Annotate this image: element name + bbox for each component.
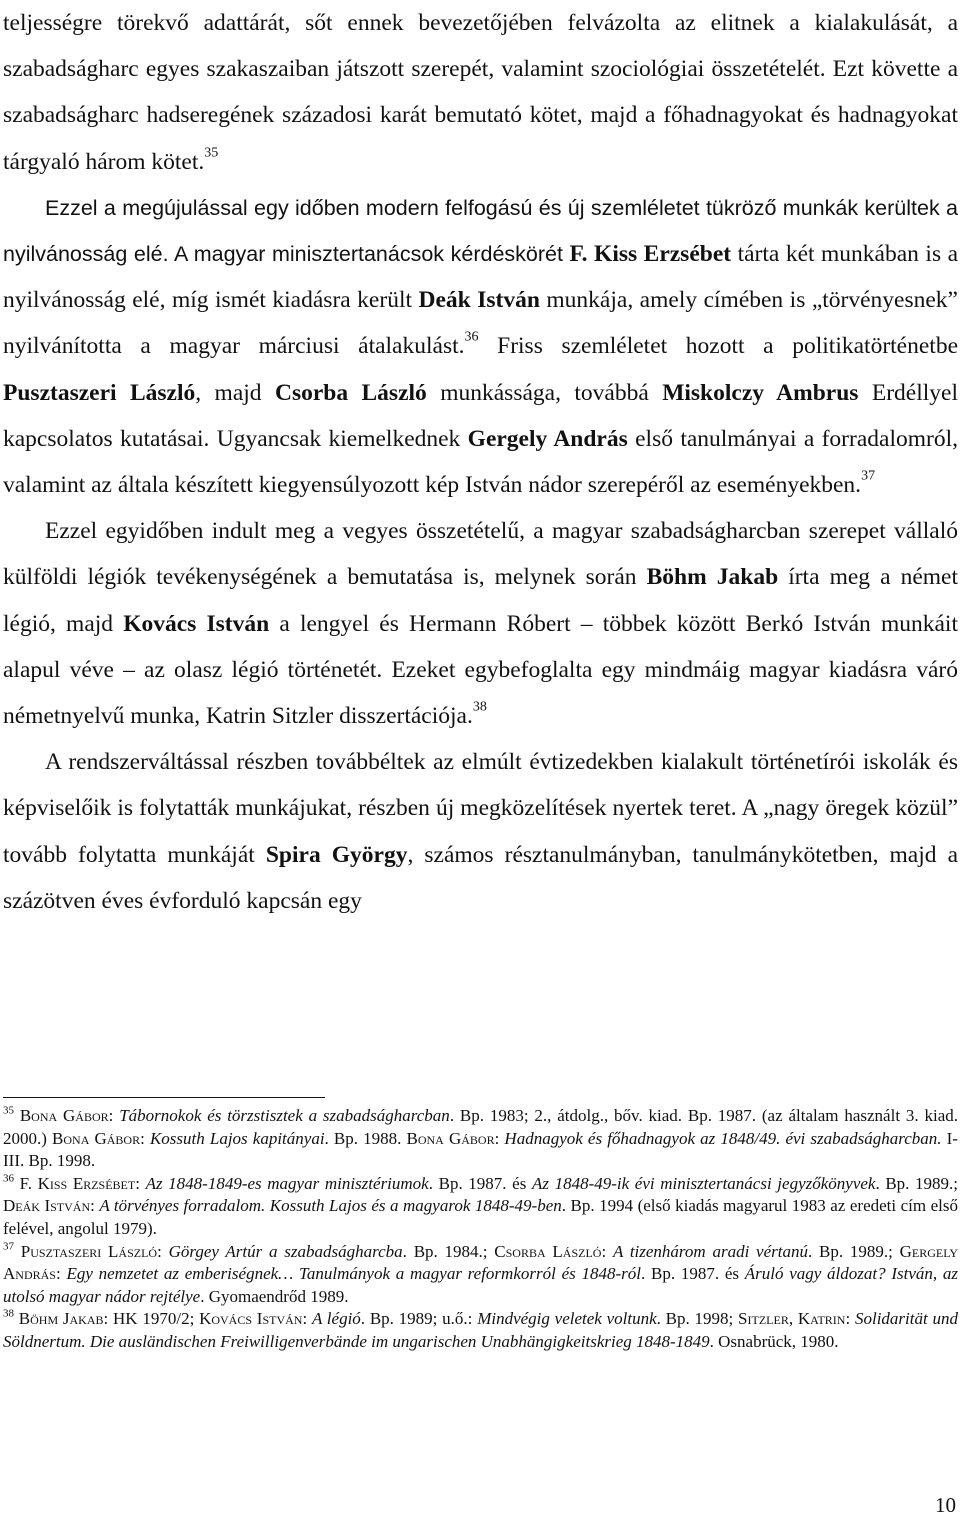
italic-title: Görgey Artúr a szabadságharcba bbox=[168, 1241, 403, 1261]
paragraph-2 bbox=[3, 185, 958, 508]
bold-name: Pusztaszeri László bbox=[3, 379, 196, 406]
bold-name: Böhm Jakab bbox=[646, 564, 779, 591]
text-run: : bbox=[302, 1309, 312, 1329]
italic-title: Solidarität und Söldnertum. Die ausländischen Freiwilligenverbände im ungarischen Unabhängigkeitskrieg 1848-1849 bbox=[3, 1309, 958, 1351]
bold-name: Kovács István bbox=[123, 610, 270, 637]
italic-title: Tábornokok és törzstisztek a szabadságharcban bbox=[119, 1106, 450, 1125]
author-name: Gergely András bbox=[3, 1241, 959, 1284]
italic-title: Hadnagyok és főhadnagyok az 1848/49. évi szabadságharcban. bbox=[504, 1128, 942, 1148]
bold-name: F. Kiss Erzsébet bbox=[569, 241, 732, 268]
text-run: : bbox=[157, 1241, 169, 1261]
text-run: I-III. Bp. 1998. bbox=[3, 1128, 958, 1171]
text-run: : bbox=[845, 1309, 855, 1329]
author-name: Bona Gábor bbox=[52, 1128, 141, 1148]
italic-title: Mindvégig veletek voltunk bbox=[477, 1309, 657, 1329]
body-text bbox=[3, 0, 958, 924]
bold-name: Csorba László bbox=[274, 379, 427, 406]
text-run: . Bp. 1983; 2., átdolg., bőv. kiad. Bp. 1987. (az általam használt 3. kiad. 2000.) bbox=[3, 1106, 958, 1148]
text-run: : bbox=[135, 1173, 146, 1193]
italic-title: A törvényes forradalom. Kossuth Lajos és a magyarok 1848-49-ben bbox=[99, 1196, 562, 1216]
author-name: Pusztaszeri László bbox=[20, 1241, 158, 1261]
footnote-36 bbox=[3, 1173, 958, 1241]
bold-name: Deák István bbox=[418, 287, 540, 314]
text-run: teljességre törekvő adattárát, sőt ennek bevezetőjében felvázolta az elitnek a kialakulását, a szabadságharc egyes szakaszaiban játszott szerepét, valamint szociológiai összetételét. Ezt követte a szabadságharc hadseregének századosi karát bemutató kötet, majd a főhadnagyokat és hadnagyokat tárgyaló három kötet. bbox=[3, 10, 958, 175]
text-run: : bbox=[90, 1196, 100, 1216]
bold-name: Gergely András bbox=[467, 425, 628, 452]
author-name: Deák István bbox=[3, 1196, 91, 1216]
text-run: . Bp. 1998; bbox=[656, 1309, 739, 1329]
text-run: . Bp. 1994 (első kiadás magyarul 1983 az eredeti cím első felével, angolul 1979). bbox=[3, 1196, 958, 1238]
text-run: . Gyomaendrőd 1989. bbox=[200, 1286, 349, 1306]
italic-title: Áruló vagy áldozat? István, az utolsó magyar nádor rejtélye bbox=[3, 1264, 959, 1306]
author-name: F. Kiss Erzsébet bbox=[19, 1173, 136, 1193]
text-run: . Bp. 1989.; bbox=[808, 1241, 900, 1261]
paragraph-3 bbox=[3, 508, 958, 739]
text-run: első tanulmányai a forradalomról, valamint az általa készített kiegyensúlyozott kép István nádor szerepéről az eseményekben. bbox=[3, 425, 958, 499]
text-run: , majd bbox=[195, 379, 275, 406]
author-name: Sitzler, Katrin bbox=[738, 1309, 846, 1329]
sans-run: Ezzel a megújulással egy időben modern felfogású és új szemléletet tükröző munkák kerültek a nyilvánosság elé. A magyar minisztertanácsok kérdéskörét bbox=[3, 195, 958, 267]
italic-title: Az 1848-49-ik évi minisztertanácsi jegyzőkönyvek bbox=[531, 1173, 876, 1193]
text-run: a lengyel és Hermann Róbert – többek között Berkó István munkáit alapul véve – az olasz légió történetét. Ezeket egybefoglalta egy mindmáig magyar kiadásra váró németnyelvű munka, Katrin Sitzler disszertációja. bbox=[3, 610, 958, 730]
text-run: Friss szemléletet hozott a politikatörténetbe bbox=[478, 333, 958, 360]
footnote-ref: 38 bbox=[3, 1307, 14, 1320]
author-name: Böhm Jakab bbox=[18, 1309, 104, 1329]
italic-title: Egy nemzetet az emberiségnek… Tanulmányok a magyar reformkorról és 1848-ról bbox=[66, 1264, 641, 1284]
text-run: . Bp. 1987. és bbox=[640, 1264, 745, 1284]
footnote-separator bbox=[3, 1097, 325, 1098]
text-run: . Bp. 1988. bbox=[324, 1128, 407, 1148]
text-run: : bbox=[140, 1128, 150, 1148]
paragraph-1 bbox=[3, 0, 958, 185]
text-run: : bbox=[108, 1106, 120, 1125]
author-name: Csorba László bbox=[494, 1241, 602, 1261]
italic-title: A légió bbox=[311, 1309, 361, 1329]
text-run: . Bp. 1987. és bbox=[428, 1173, 532, 1193]
text-run: írta meg a német légió, majd bbox=[3, 564, 958, 637]
text-run: munkássága, továbbá bbox=[426, 379, 663, 406]
footnote-35 bbox=[3, 1105, 958, 1173]
italic-title: Kossuth Lajos kapitányai bbox=[149, 1128, 325, 1148]
footnote-38 bbox=[3, 1308, 958, 1353]
footnote-ref: 36 bbox=[464, 329, 479, 345]
footnote-ref: 37 bbox=[861, 468, 876, 484]
text-run: . Osnabrück, 1980. bbox=[709, 1331, 839, 1351]
bold-name: Spira György bbox=[265, 841, 408, 868]
text-run: : bbox=[55, 1264, 67, 1284]
text-run: : bbox=[601, 1241, 613, 1261]
footnotes bbox=[3, 1105, 958, 1354]
italic-title: A tizenhárom aradi vértanú bbox=[612, 1241, 808, 1261]
paragraph-4 bbox=[3, 739, 958, 924]
text-run: : bbox=[494, 1128, 505, 1148]
bold-name: Miskolczy Ambrus bbox=[662, 379, 859, 406]
text-run: Ezzel egyidőben indult meg a vegyes összetételű, a magyar szabadságharcban szerepet vállaló külföldi légiók tevékenységének a bemutatása is, melynek során bbox=[3, 518, 958, 591]
author-name: Bona Gábor bbox=[406, 1128, 495, 1148]
page-number: 10 bbox=[935, 1493, 956, 1517]
text-run: . Bp. 1989.; bbox=[875, 1173, 959, 1193]
text-run: A rendszerváltással részben továbbéltek az elmúlt évtizedekben kialakult történetírói iskolák és képviselőik is folytatták munkájukat, részben új megközelítések nyertek teret. A „nagy öregek közül” tovább folytatta munkáját bbox=[3, 749, 958, 868]
text-run: Erdéllyel kapcsolatos kutatásai. Ugyancsak kiemelkednek bbox=[3, 379, 958, 452]
text-run: munkája, amely címében is „törvényesnek” nyilvánította a magyar márciusi átalakulást. bbox=[3, 287, 958, 360]
text-run: , számos résztanulmányban, tanulmánykötetben, majd a százötven éves évforduló kapcsán egy bbox=[3, 841, 958, 914]
footnote-ref: 35 bbox=[204, 145, 219, 161]
text-run: . Bp. 1984.; bbox=[402, 1241, 495, 1261]
author-name: Kovács István bbox=[199, 1309, 303, 1329]
author-name: Bona Gábor bbox=[19, 1106, 109, 1125]
text-run: . Bp. 1989; u.ő.: bbox=[360, 1309, 478, 1329]
text-run bbox=[14, 1242, 21, 1261]
footnote-ref: 38 bbox=[472, 699, 487, 715]
footnote-37 bbox=[3, 1241, 958, 1309]
italic-title: Az 1848-1849-es magyar minisztériumok bbox=[145, 1173, 429, 1193]
footnote-ref: 37 bbox=[3, 1239, 14, 1252]
footnote-ref: 36 bbox=[3, 1172, 14, 1185]
text-run: tárta két munkában is a nyilvánosság elé, míg ismét kiadásra került bbox=[3, 241, 959, 314]
text-run: : HK 1970/2; bbox=[103, 1309, 200, 1329]
footnote-ref: 35 bbox=[3, 1104, 14, 1117]
